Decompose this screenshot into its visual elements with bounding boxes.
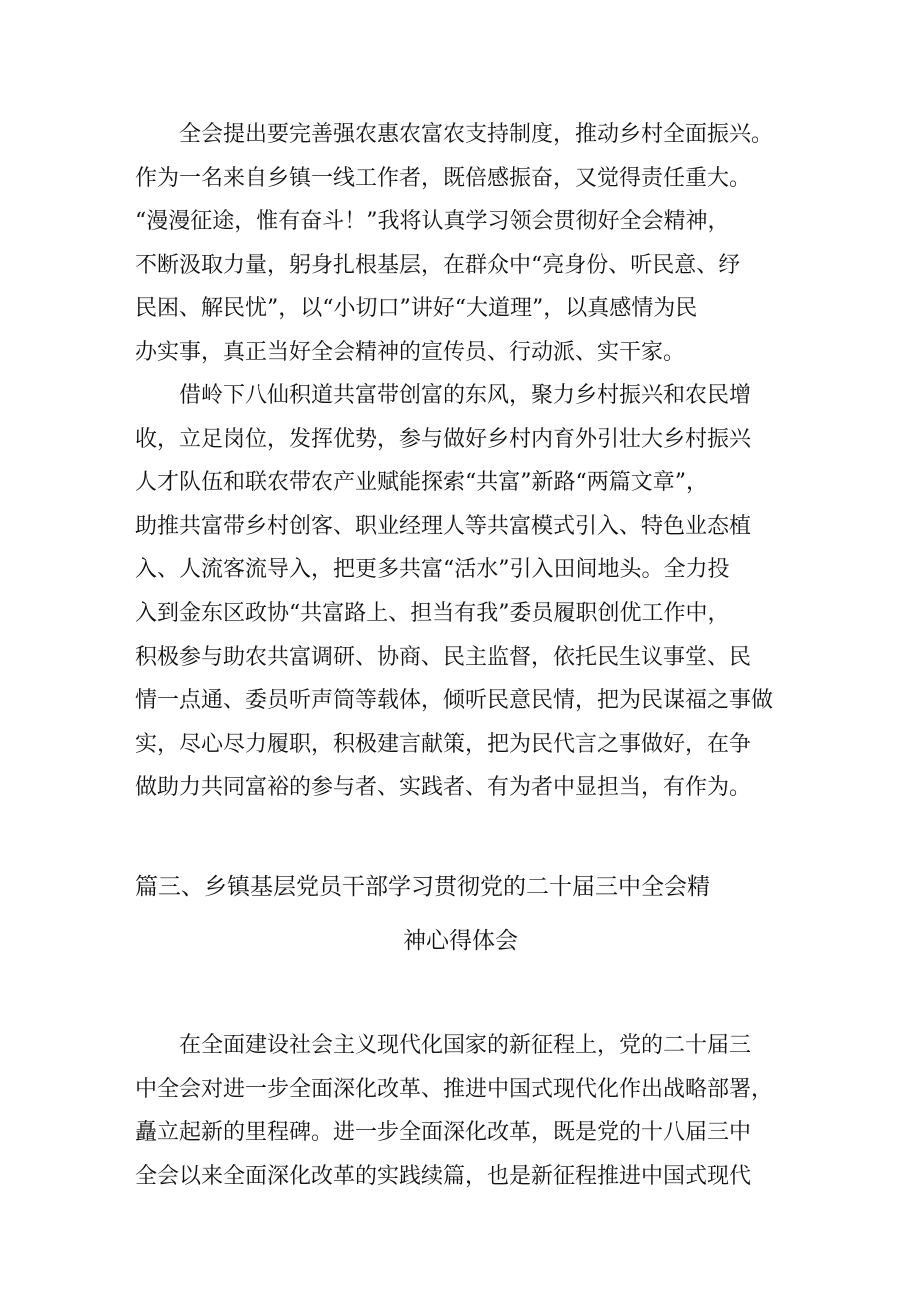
paragraph-3 — [135, 1024, 795, 1198]
section-heading — [135, 860, 795, 968]
text-line: 助推共富带乡村创客、职业经理人等共富模式引入、特色业态植 — [135, 513, 752, 539]
text-line: 收，立足岗位，发挥优势，参与做好乡村内育外引壮大乡村振兴 — [135, 426, 752, 452]
text-line: 矗立起新的里程碑。进一步全面深化改革，既是党的十八届三中 — [135, 1120, 752, 1146]
text-line: 实，尽心尽力履职，积极建言献策，把为民代言之事做好，在争 — [135, 731, 752, 757]
paragraph-2 — [135, 374, 795, 810]
heading-line-2: 神心得体会 — [403, 928, 518, 954]
text-line: 入、人流客流导入，把更多共富“活水”引入田间地头。全力投 — [135, 557, 730, 583]
heading-line-1: 篇三、乡镇基层党员干部学习贯彻党的二十届三中全会精 — [135, 874, 710, 900]
text-line: 在全面建设社会主义现代化国家的新征程上，党的二十届三 — [179, 1033, 752, 1058]
paragraph-1 — [135, 113, 795, 375]
text-line: 民困、解民忧”，以“小切口”讲好“大道理”，以真感情为民 — [135, 296, 698, 322]
text-line: 借岭下八仙积道共富带创富的东风，聚力乡村振兴和农民增 — [179, 383, 752, 408]
text-line: 不断汲取力量，躬身扎根基层，在群众中“亮身份、听民意、纾 — [135, 252, 741, 278]
text-line: 积极参与助农共富调研、协商、民主监督，依托民生议事堂、民 — [135, 644, 752, 670]
text-line: 办实事，真正当好全会精神的宣传员、行动派、实干家。 — [135, 339, 686, 365]
text-line: 人才队伍和联农带农产业赋能探索“共富”新路“两篇文章”， — [135, 470, 708, 496]
text-line: 全会以来全面深化改革的实践续篇，也是新征程推进中国式现代 — [135, 1163, 752, 1189]
text-line: 中全会对进一步全面深化改革、推进中国式现代化作出战略部署， — [135, 1076, 774, 1102]
text-line: “漫漫征途，惟有奋斗！”我将认真学习领会贯彻好全会精神， — [135, 209, 730, 235]
text-line: 全会提出要完善强农惠农富农支持制度，推动乡村全面振兴。 — [179, 122, 774, 147]
text-line: 入到金东区政协“共富路上、担当有我”委员履职创优工作中， — [135, 600, 730, 626]
text-line: 情一点通、委员听声筒等载体，倾听民意民情，把为民谋福之事做 — [135, 688, 774, 714]
text-line: 作为一名来自乡镇一线工作者，既倍感振奋，又觉得责任重大。 — [135, 165, 752, 191]
text-line: 做助力共同富裕的参与者、实践者、有为者中显担当，有作为。 — [135, 775, 752, 801]
